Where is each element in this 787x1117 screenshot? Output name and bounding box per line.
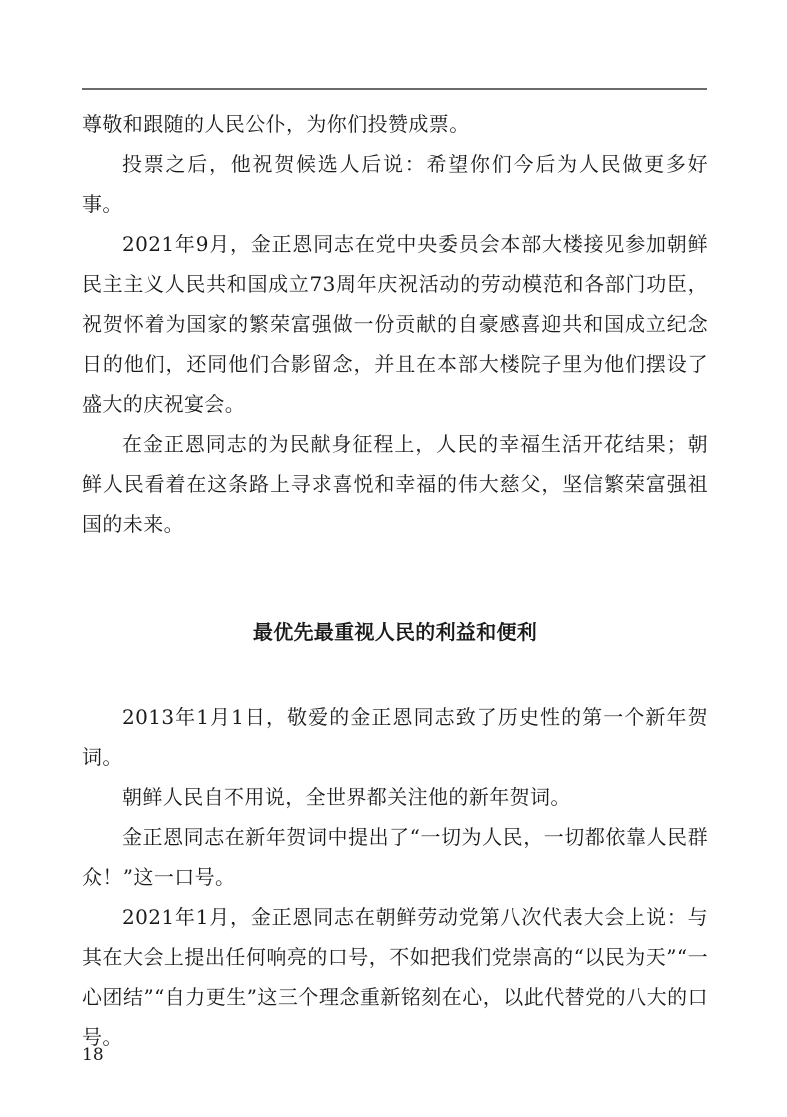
paragraph: 金正恩同志在新年贺词中提出了“一切为人民，一切都依靠人民群众！”这一口号。	[82, 825, 708, 889]
paragraph: 朝鲜人民自不用说，全世界都关注他的新年贺词。	[122, 785, 571, 809]
main-text-block	[82, 697, 708, 1057]
section-heading: 最优先最重视人民的利益和便利	[252, 620, 538, 644]
page-number: 18	[82, 1045, 104, 1065]
paragraph: 投票之后，他祝贺候选人后说：希望你们今后为人民做更多好事。	[82, 152, 708, 216]
paragraph: 2021年9月，金正恩同志在党中央委员会本部大楼接见参加朝鲜民主主义人民共和国成立73周年庆祝活动的劳动模范和各部门功臣，祝贺怀着为国家的繁荣富强做一份贡献的自豪感喜迎共和国成立纪念日的他们，还同他们合影留念，并且在本部大楼院子里为他们摆设了盛大的庆祝宴会。	[82, 232, 708, 416]
paragraph: 在金正恩同志的为民献身征程上，人民的幸福生活开花结果；朝鲜人民看着在这条路上寻求喜悦和幸福的伟大慈父，坚信繁荣富强祖国的未来。	[82, 432, 708, 536]
paragraph: 2021年1月，金正恩同志在朝鲜劳动党第八次代表大会上说：与其在大会上提出任何响亮的口号，不如把我们党崇高的“以民为天”“一心团结”“自力更生”这三个理念重新铭刻在心，以此代替党的八大的口号。	[82, 905, 708, 1049]
top-text-block	[82, 104, 708, 544]
paragraph: 2013年1月1日，敬爱的金正恩同志致了历史性的第一个新年贺词。	[82, 705, 708, 769]
header-rule	[82, 88, 707, 90]
paragraph-continuation: 尊敬和跟随的人民公仆，为你们投赞成票。	[82, 112, 470, 136]
